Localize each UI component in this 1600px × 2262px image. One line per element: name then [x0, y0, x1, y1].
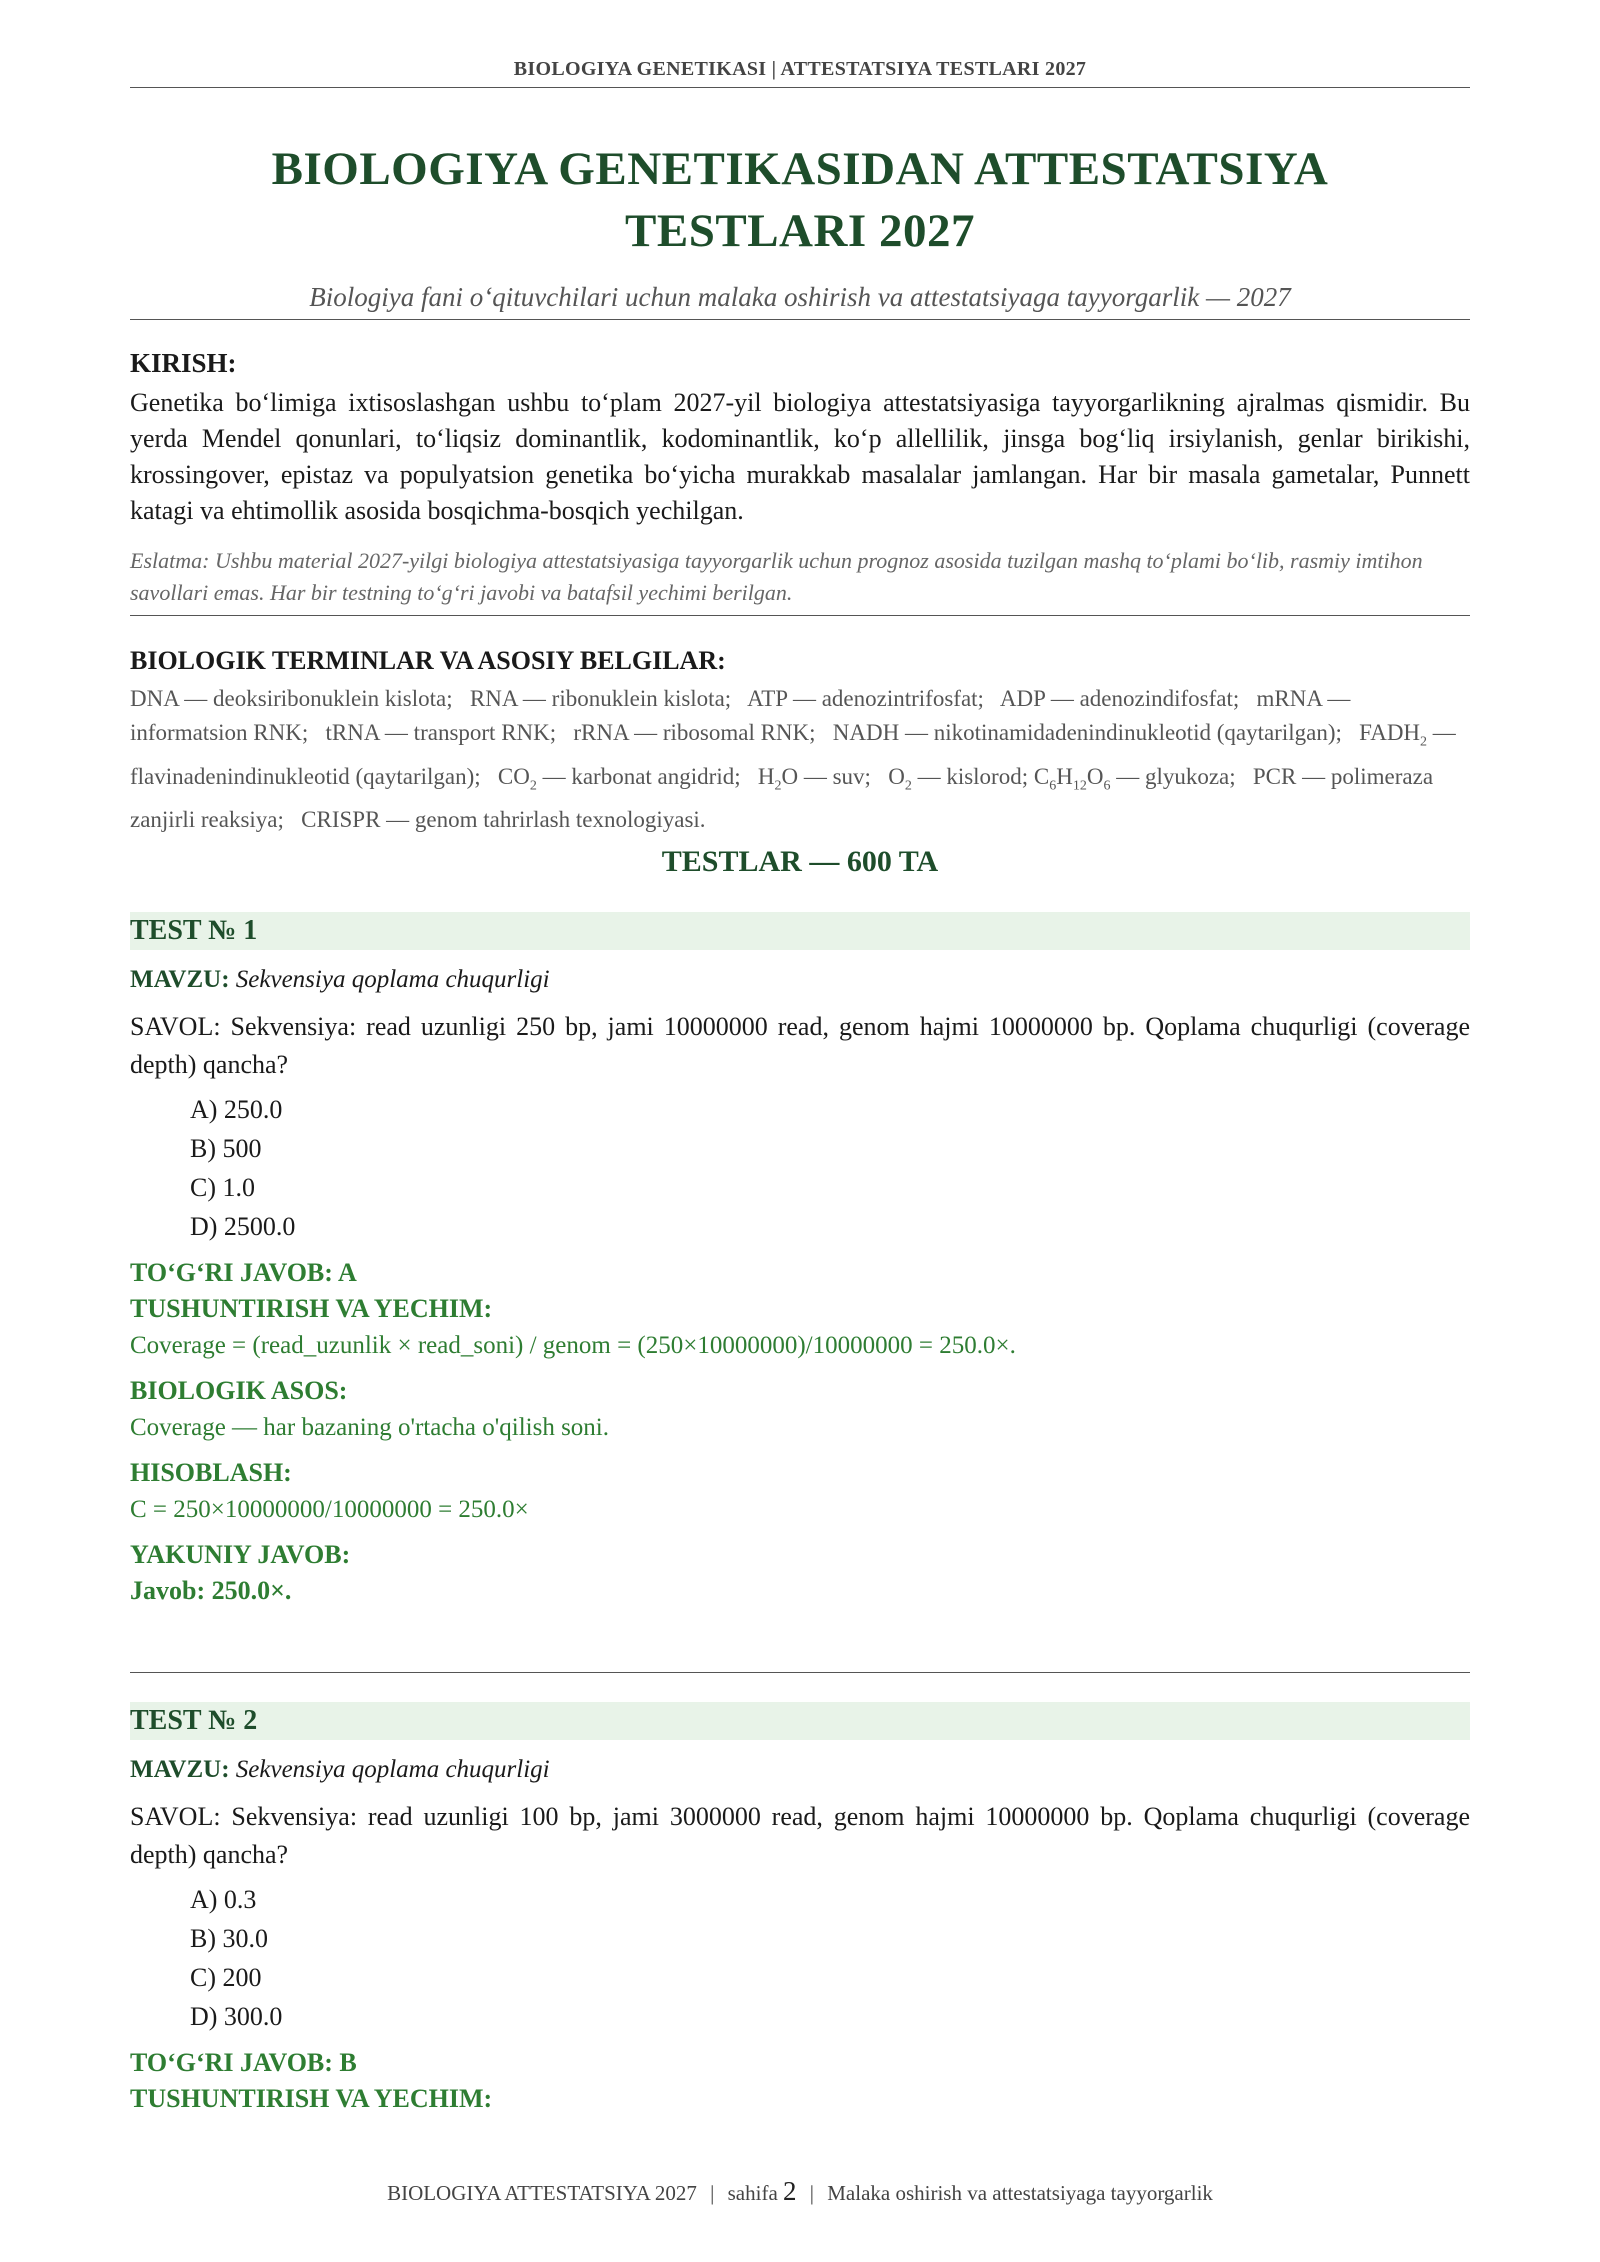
calculation-text: C = 250×10000000/10000000 = 250.0×: [130, 1496, 529, 1523]
term-item: RNA — ribonuklein kislota;: [469, 686, 732, 711]
title-line-2: TESTLARI 2027: [625, 205, 975, 257]
test-title: TEST № 1: [130, 912, 1470, 950]
final-answer: Javob: 250.0×.: [130, 1576, 292, 1605]
footer-right: Malaka oshirish va attestatsiyaga tayyorgarlik: [827, 2181, 1213, 2205]
basis-heading: BIOLOGIK ASOS:: [130, 1376, 348, 1405]
final-heading: YAKUNIY JAVOB:: [130, 1540, 351, 1569]
intro-heading: KIRISH:: [130, 348, 237, 378]
terms-heading: BIOLOGIK TERMINLAR VA ASOSIY BELGILAR:: [130, 646, 726, 675]
footer-page-label: sahifa: [727, 2181, 778, 2205]
option-d: D) 2500.0: [190, 1212, 296, 1241]
option-c: C) 1.0: [190, 1173, 255, 1202]
footer-separator: |: [809, 2181, 814, 2205]
option-d: D) 300.0: [190, 2002, 283, 2031]
topic-value: Sekvensiya qoplama chuqurligi: [235, 966, 550, 993]
page-footer: [130, 2176, 1470, 2207]
term-item: rRNA — ribosomal RNK;: [573, 720, 816, 745]
answer-options: [190, 1090, 1470, 1246]
term-item-fadh2: $FADH_2$ — flavinadenindinukleotid (qaytarilgan);: [130, 720, 1456, 789]
term-item-o2: $O_2$ — kislorod;: [888, 763, 1029, 794]
test-1: [130, 912, 1470, 1606]
answer-options: [190, 1880, 1470, 2036]
option-b: B) 30.0: [190, 1924, 268, 1953]
explanation-heading: TUSHUNTIRISH VA YECHIM:: [130, 1294, 493, 1323]
page-number: 2: [783, 2176, 797, 2206]
title-line-1: BIOLOGIYA GENETIKASIDAN ATTESTATSIYA: [271, 143, 1329, 195]
term-item: ATP — adenozintrifosfat;: [747, 686, 984, 711]
option-c: C) 200: [190, 1963, 262, 1992]
intro-text: Genetika bo‘limiga ixtisoslashgan ushbu to‘plam 2027-yil biologiya attestatsiyasiga tayyorgarlikning ajralmas qismidir. Bu yerda Mendel qonunlari, to‘liqsiz dominantlik, kodominantlik, ko‘p allellilik, jinsga bog‘liq irsiylanish, genlar birikishi, krossingover, epistaz va populyatsion genetika bo‘yicha murakkab masalalar jamlangan. Har bir masala gametalar, Punnett katagi va ehtimollik asosida bosqichma-bosqich yechilgan.: [130, 388, 1470, 525]
term-item-glucose: $C_6H_{12}O_6$ — glyukoza;: [1033, 763, 1236, 794]
correct-answer: TO‘G‘RI JAVOB: B: [130, 2048, 357, 2077]
option-a: A) 0.3: [190, 1885, 257, 1914]
option-a: A) 250.0: [190, 1095, 283, 1124]
test-topic: [130, 966, 1470, 994]
term-item: NADH — nikotinamidadenindinukleotid (qaytarilgan);: [832, 720, 1342, 745]
term-item: PCR — polimeraza zanjirli reaksiya;: [130, 763, 1434, 833]
topic-label: MAVZU:: [130, 966, 230, 993]
terms-list: [130, 682, 1470, 837]
tests-heading: TESTLAR — 600 TA: [661, 845, 939, 878]
topic-value: Sekvensiya qoplama chuqurligi: [235, 1756, 550, 1783]
correct-answer: TO‘G‘RI JAVOB: A: [130, 1258, 357, 1287]
running-header: BIOLOGIYA GENETIKASI | ATTESTATSIYA TESTLARI 2027: [130, 58, 1470, 88]
term-item: ADP — adenozindifosfat;: [999, 686, 1240, 711]
footer-separator: |: [710, 2181, 715, 2205]
term-item: mRNA — informatsion RNK;: [130, 686, 1351, 745]
test-divider: [130, 1672, 1470, 1673]
topic-label: MAVZU:: [130, 1756, 230, 1783]
term-item-h2o: $H_2O$ — suv;: [757, 763, 871, 794]
test-title: TEST № 2: [130, 1702, 1470, 1740]
document-subtitle: Biologiya fani o‘qituvchilari uchun malaka oshirish va attestatsiyaga tayyorgarlik — 2027: [130, 282, 1470, 320]
explanation-heading: TUSHUNTIRISH VA YECHIM:: [130, 2084, 493, 2113]
test-topic: [130, 1756, 1470, 1784]
footer-left: BIOLOGIYA ATTESTATSIYA 2027: [387, 2181, 697, 2205]
option-b: B) 500: [190, 1134, 262, 1163]
document-title: [130, 138, 1470, 262]
test-2: [130, 1702, 1470, 2114]
term-item: CRISPR — genom tahrirlash texnologiyasi.: [301, 807, 706, 833]
calculation-heading: HISOBLASH:: [130, 1458, 292, 1487]
test-question: SAVOL: Sekvensiya: read uzunligi 100 bp, jami 3000000 read, genom hajmi 10000000 bp. Qoplama chuqurligi (coverage depth) qancha?: [130, 1802, 1470, 1869]
explanation-text: Coverage = (read_uzunlik × read_soni) / genom = (250×10000000)/10000000 = 250.0×.: [130, 1332, 1016, 1359]
term-item: DNA — deoksiribonuklein kislota;: [130, 686, 453, 711]
term-item: tRNA — transport RNK;: [325, 720, 557, 745]
basis-text: Coverage — har bazaning o'rtacha o'qilish soni.: [130, 1414, 610, 1441]
test-question: SAVOL: Sekvensiya: read uzunligi 250 bp, jami 10000000 read, genom hajmi 10000000 bp. Qoplama chuqurligi (coverage depth) qancha?: [130, 1012, 1470, 1079]
term-item-co2: $CO_2$ — karbonat angidrid;: [497, 763, 741, 794]
note-text: Eslatma: Ushbu material 2027-yilgi biologiya attestatsiyasiga tayyorgarlik uchun prognoz asosida tuzilgan mashq to‘plami bo‘lib, rasmiy imtihon savollari emas. Har bir testning to‘g‘ri javobi va batafsil yechimi berilgan.: [130, 545, 1470, 616]
